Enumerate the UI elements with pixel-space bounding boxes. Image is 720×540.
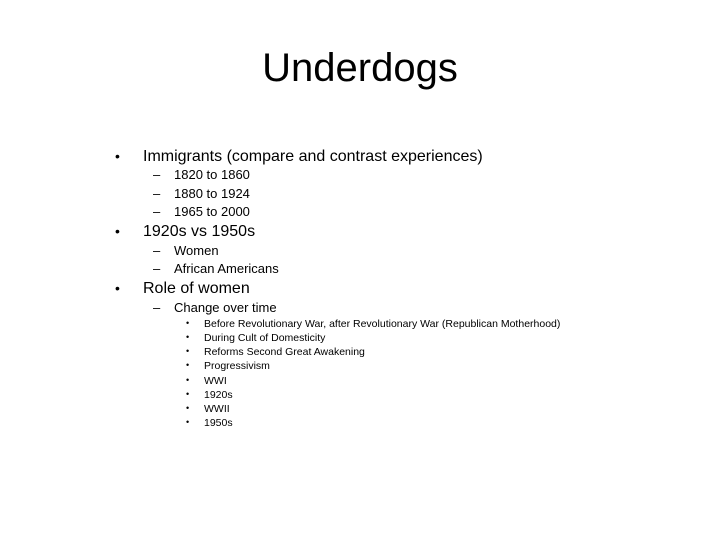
bullet-text: Role of women — [143, 280, 250, 297]
dash-marker: – — [153, 167, 161, 182]
sub-sub-bullet-text: Progressivism — [204, 360, 270, 372]
sub-sub-bullet-text: Reforms Second Great Awakening — [204, 346, 365, 358]
dot-marker: • — [186, 375, 190, 385]
bullet-text: Immigrants (compare and contrast experiences) — [143, 148, 483, 165]
sub-sub-bullet-text: 1950s — [204, 417, 233, 429]
sub-bullet-text: Change over time — [174, 300, 277, 315]
sub-bullet-text: African Americans — [174, 261, 279, 276]
dot-marker: • — [186, 389, 190, 399]
slide-title: Underdogs — [262, 46, 458, 90]
dot-marker: • — [186, 318, 190, 328]
bullet-marker: • — [115, 223, 120, 239]
bullet-text: 1920s vs 1950s — [143, 223, 256, 240]
sub-sub-bullet-text: WWII — [204, 403, 230, 415]
dot-marker: • — [186, 346, 190, 356]
sub-bullet-text: Women — [174, 243, 219, 258]
bullet-marker: • — [115, 280, 120, 296]
sub-bullet-text: 1880 to 1924 — [174, 186, 250, 201]
dash-marker: – — [153, 300, 161, 315]
dot-marker: • — [186, 417, 190, 427]
dot-marker: • — [186, 332, 190, 342]
dash-marker: – — [153, 261, 161, 276]
bullet-marker: • — [115, 148, 120, 164]
sub-bullet-text: 1820 to 1860 — [174, 167, 250, 182]
dot-marker: • — [186, 403, 190, 413]
dash-marker: – — [153, 204, 161, 219]
sub-sub-bullet-text: Before Revolutionary War, after Revolutionary War (Republican Motherhood) — [204, 318, 561, 330]
dot-marker: • — [186, 360, 190, 370]
sub-bullet-text: 1965 to 2000 — [174, 204, 250, 219]
sub-sub-bullet-text: 1920s — [204, 389, 233, 401]
sub-sub-bullet-text: WWI — [204, 375, 227, 387]
dash-marker: – — [153, 186, 161, 201]
sub-sub-bullet-text: During Cult of Domesticity — [204, 332, 326, 344]
dash-marker: – — [153, 243, 161, 258]
